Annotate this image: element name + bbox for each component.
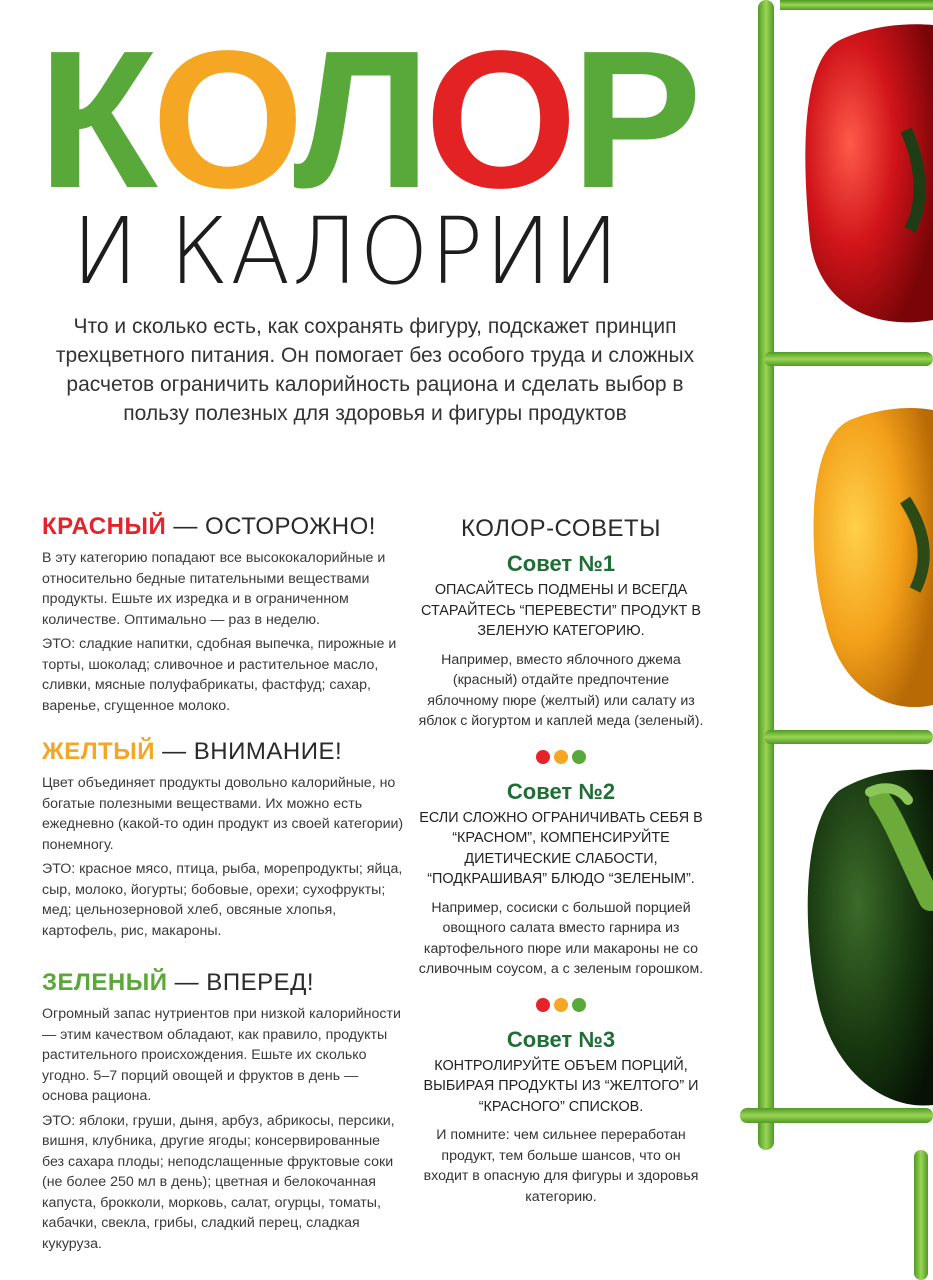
tip-example: И помните: чем сильнее переработан продукт, тем больше шансов, что он входит в опасную для фигуры и здоровья категорию. <box>423 1127 699 1205</box>
yellow-heading <box>42 737 404 767</box>
peppers-photo <box>730 0 933 1280</box>
yellow-dot <box>554 750 568 764</box>
page-subtitle: И КАЛОРИИ <box>72 198 621 305</box>
red-heading <box>42 512 404 542</box>
tip-2 <box>418 778 704 980</box>
tip-example: Например, вместо яблочного джема (красный) отдайте предпочтение яблочному пюре (желтый) или салату из яблок с йогуртом и каплей меда (зеленый). <box>418 651 704 729</box>
peppers-illustration <box>730 0 933 1280</box>
red-section <box>42 512 404 720</box>
tip-heading: Совет №1 <box>506 551 616 576</box>
yellow-description: Цвет объединяет продукты довольно калорийные, но богатые полезными веществами. Их можно есть ежедневно (какой-то один продукт из своей категории) понемногу. <box>42 775 404 853</box>
title-letter: О <box>151 10 294 229</box>
green-examples: ЭТО: яблоки, груши, дыня, арбуз, абрикосы, персики, вишня, клубника, другие ягоды; консервированные без сахара плоды; неподслащенные фруктовые соки (не более 250 мл в день); цветная и белокочанная капуста, брокколи, морковь, салат, огурцы, томаты, кабачки, свекла, грибы, сладкий перец, сладкая кукуруза. <box>42 1112 395 1252</box>
intro-paragraph: Что и сколько есть, как сохранять фигуру, подскажет принцип трехцветного питания. Он помогает без особого труда и сложных расчетов ограничить калорийность рациона и сделать выбор в пользу полезных для здоровья и фигуры продуктов <box>55 315 695 425</box>
title-letter: О <box>424 10 572 229</box>
tip-advice: КОНТРОЛИРУЙТЕ ОБЪЕМ ПОРЦИЙ, ВЫБИРАЯ ПРОДУКТЫ ИЗ “ЖЕЛТОГО” И “КРАСНОГО” СПИСКОВ. <box>423 1057 699 1115</box>
tip-1 <box>418 550 704 732</box>
traffic-light-dots <box>418 750 704 764</box>
yellow-heading-rest: — ВНИМАНИЕ! <box>154 738 343 765</box>
yellow-section <box>42 737 404 945</box>
red-heading-rest: — ОСТОРОЖНО! <box>166 513 376 540</box>
tip-advice: ОПАСАЙТЕСЬ ПОДМЕНЫ И ВСЕГДА СТАРАЙТЕСЬ “ПЕРЕВЕСТИ” ПРОДУКТ В ЗЕЛЕНУЮ КАТЕГОРИЮ. <box>421 582 701 639</box>
tip-3 <box>418 1026 704 1208</box>
yellow-dot <box>554 998 568 1012</box>
green-dot <box>572 998 586 1012</box>
page-title <box>38 10 696 229</box>
green-dot <box>572 750 586 764</box>
tips-column <box>418 514 704 1207</box>
tip-heading: Совет №3 <box>506 1026 616 1052</box>
red-dot <box>536 998 550 1012</box>
tip-example: Например, сосиски с большой порцией овощного салата вместо гарнира из картофельного пюре или макароны не со сливочным соусом, а с зеленым горошком. <box>418 899 704 977</box>
title-letter: Л <box>293 10 425 229</box>
red-pepper <box>805 24 933 322</box>
red-keyword: КРАСНЫЙ <box>42 513 167 540</box>
green-pepper <box>808 770 933 1106</box>
title-letter: К <box>38 10 152 229</box>
red-examples: ЭТО: сладкие напитки, сдобная выпечка, пирожные и торты, шоколад; сливочное и растительное масло, сливки, мясные полуфабрикаты, фастфуд; сахар, варенье, сгущенное молоко. <box>42 636 397 714</box>
red-dot <box>536 750 550 764</box>
tip-advice: ЕСЛИ СЛОЖНО ОГРАНИЧИВАТЬ СЕБЯ В “КРАСНОМ”, КОМПЕНСИРУЙТЕ ДИЕТИЧЕСКИЕ СЛАБОСТИ, “ПОДКРАШИВАЯ” БЛЮДО “ЗЕЛЕНЫМ”. <box>419 809 703 887</box>
green-keyword: ЗЕЛЕНЫЙ <box>42 969 168 996</box>
green-heading <box>42 968 404 998</box>
green-heading-rest: — ВПЕРЕД! <box>167 969 315 996</box>
yellow-pepper <box>813 408 933 707</box>
tip-heading: Совет №2 <box>506 778 616 804</box>
yellow-keyword: ЖЕЛТЫЙ <box>42 738 155 765</box>
tips-title: КОЛОР-СОВЕТЫ <box>461 515 661 542</box>
yellow-examples: ЭТО: красное мясо, птица, рыба, морепродукты; яйца, сыр, молоко, йогурты; бобовые, орехи; сухофрукты; мед; цельнозерновой хлеб, овсяные хлопья, картофель, рис, макароны. <box>42 861 403 939</box>
red-description: В эту категорию попадают все высококалорийные и относительно бедные питательными веществами продукты. Ешьте их изредка и в ограниченном количестве. Оптимально — раз в неделю. <box>42 550 386 628</box>
green-description: Огромный запас нутриентов при низкой калорийности — этим качеством обладают, как правило, продукты растительного происхождения. Ешьте их сколько угодно. 5–7 порций овощей и фруктов в день — основа рациона. <box>42 1006 401 1104</box>
title-letter: Р <box>571 10 696 229</box>
traffic-light-dots <box>418 998 704 1012</box>
green-section <box>42 968 404 1258</box>
